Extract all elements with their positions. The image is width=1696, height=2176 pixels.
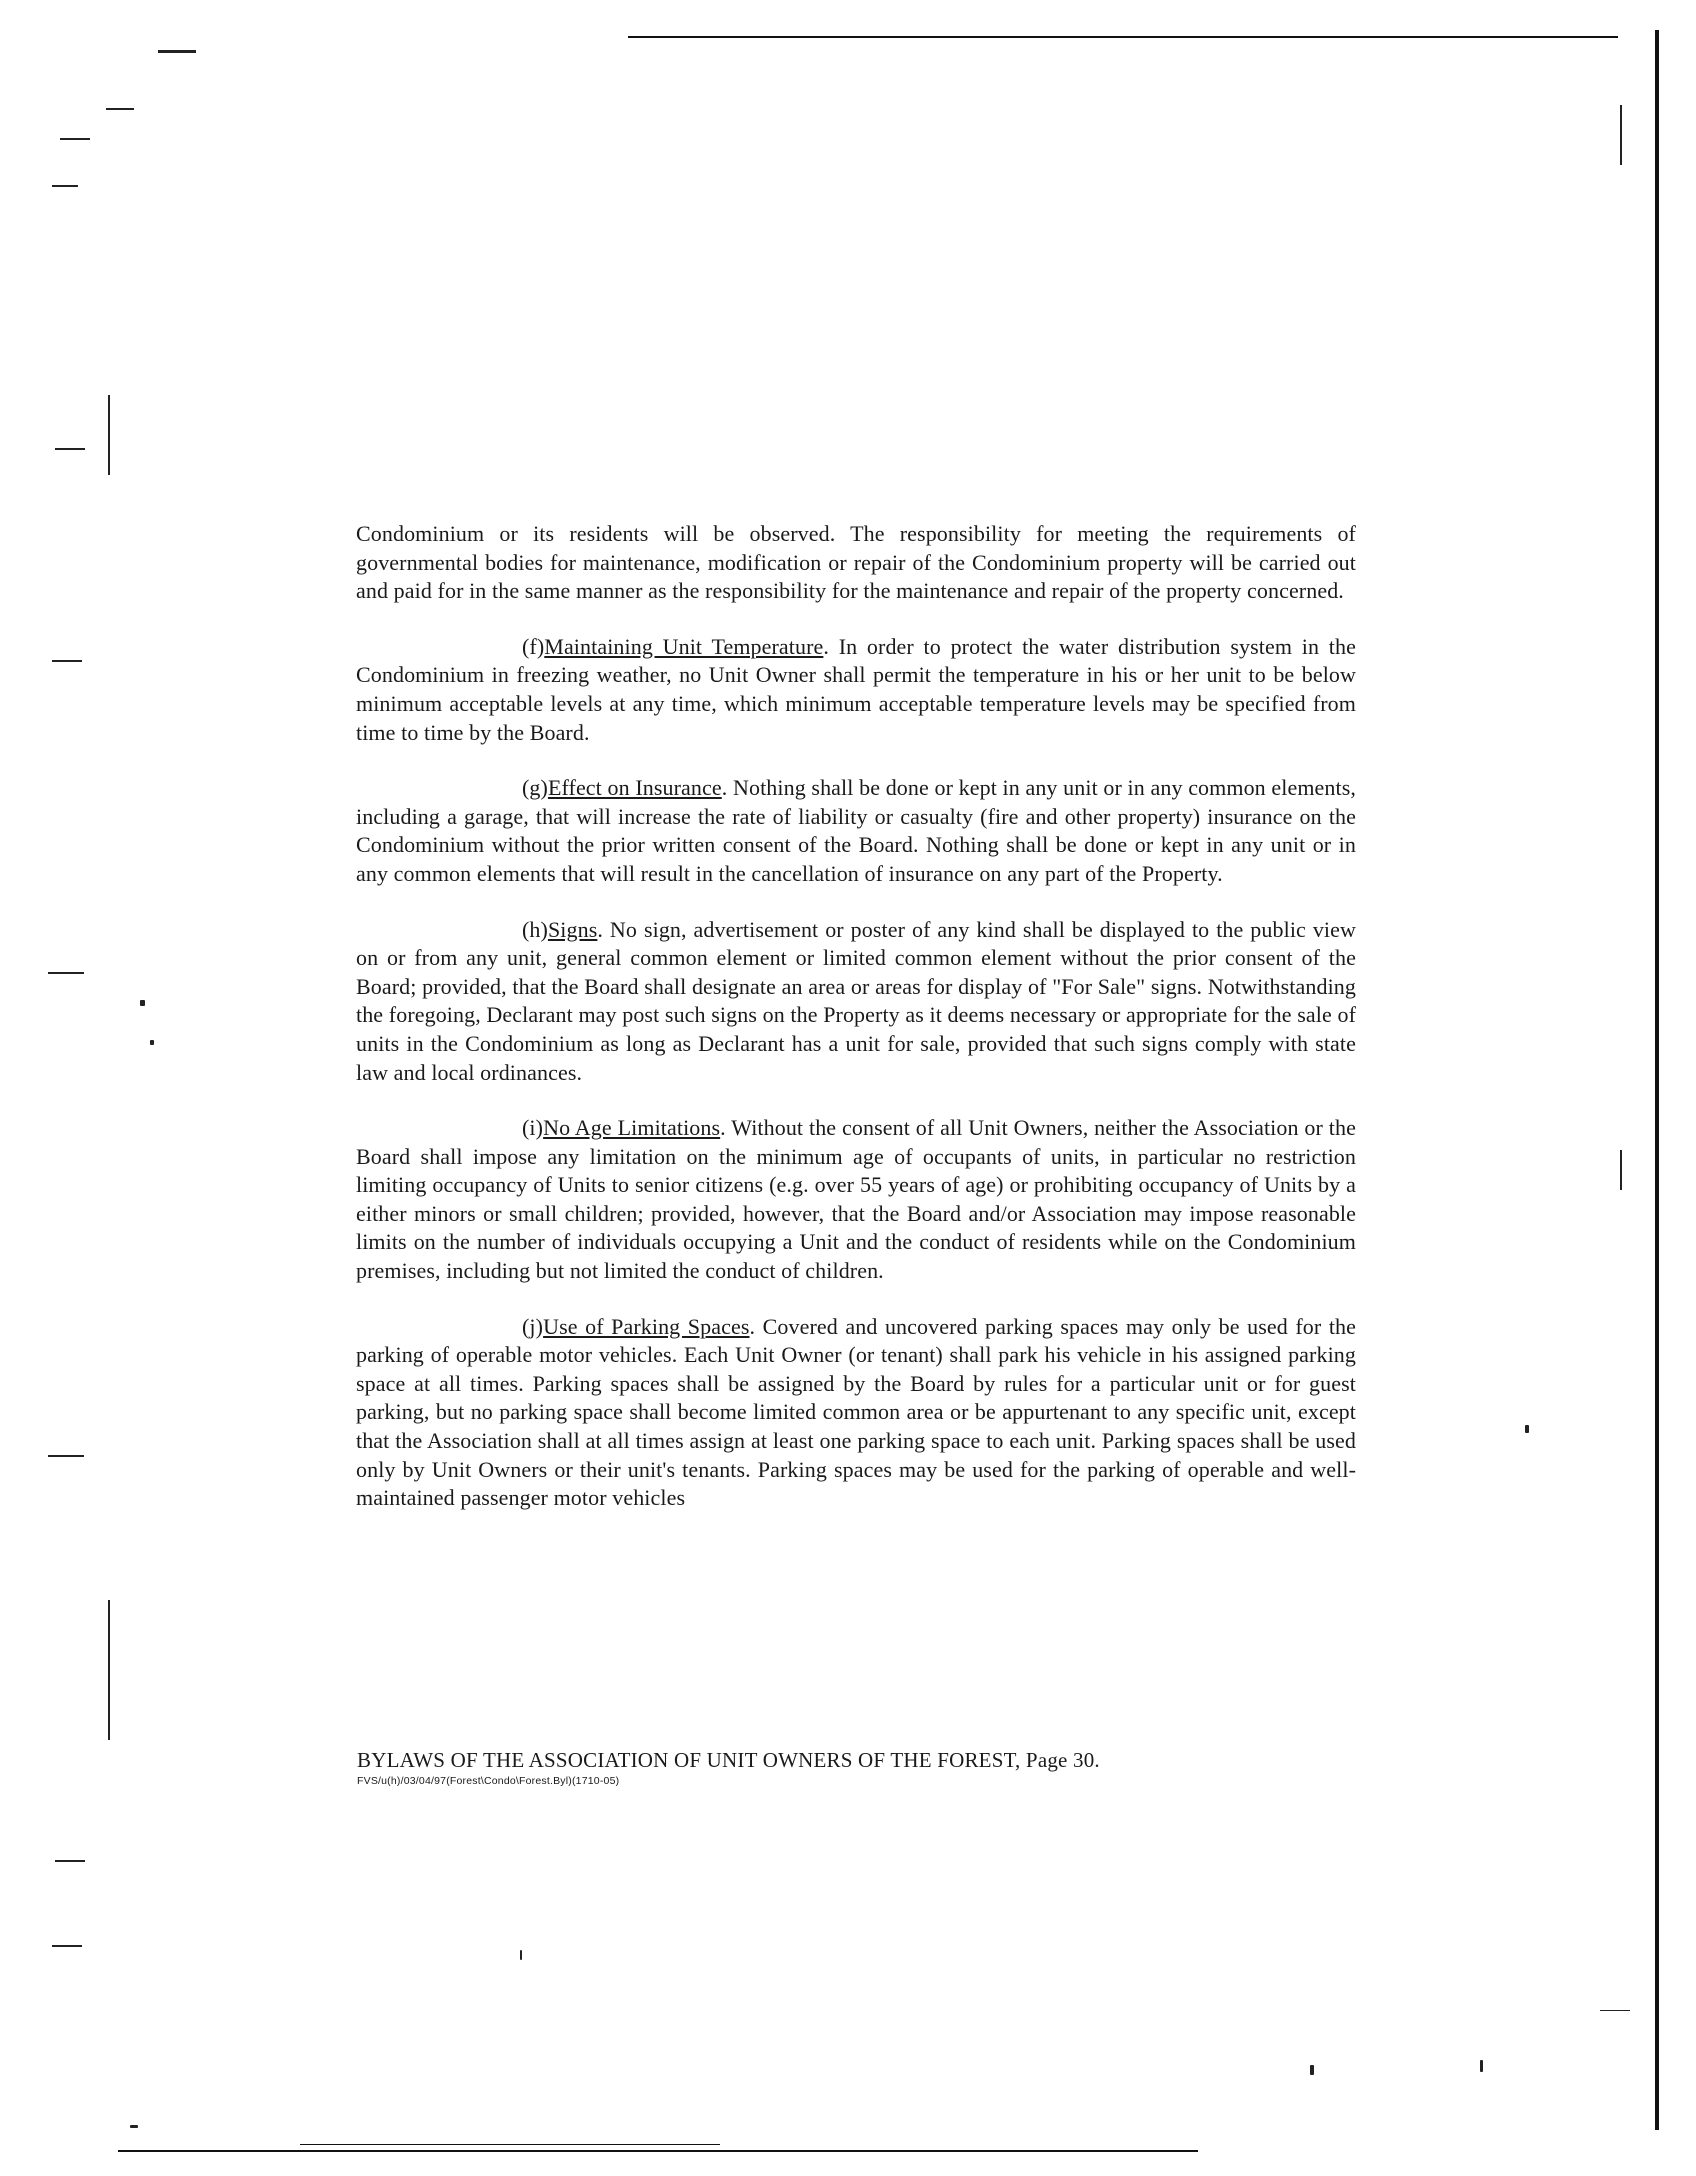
section-heading: Signs bbox=[547, 916, 598, 942]
scan-speck bbox=[520, 1950, 522, 1960]
intro-paragraph: Condominium or its residents will be observed. The responsibility for meeting the requirements of governmental bodies for maintenance, modification or repair of the Condominium property will be carried out and paid for in the same manner as the responsibility for the maintenance and repair of the property concerned. bbox=[356, 521, 1356, 604]
section-heading: Maintaining Unit Temperature bbox=[544, 633, 824, 659]
scan-right-mark bbox=[1620, 105, 1622, 165]
scan-left-mark bbox=[60, 138, 90, 140]
scan-left-mark bbox=[52, 1945, 82, 1947]
scan-left-mark bbox=[52, 185, 78, 187]
section-heading: No Age Limitations bbox=[543, 1115, 721, 1141]
scan-speck bbox=[1525, 1425, 1529, 1433]
scan-top-border bbox=[628, 36, 1618, 38]
section-text: Without the consent of all Unit Owners, neither the Association or the Board shall impose any limitation on the minimum age of occupants of units, in particular no restriction limiting occupancy of Units to senior citizens (e.g. over 55 years of age) or prohibiting occupancy of Units by a either minors or small children; provided, however, that the Board and/or Association may impose reasonable limits on the number of individuals occupying a Unit and the conduct of residents while on the Condominium premises, including but not limited the conduct of children. bbox=[356, 1115, 1356, 1284]
section-heading: Effect on Insurance bbox=[547, 775, 722, 801]
section-text: In order to protect the water distribution system in the Condominium in freezing weather, no Unit Owner shall permit the temperature in his or her unit to be below minimum acceptable levels at any time, which minimum acceptable temperature levels may be specified from time to time by the Board. bbox=[356, 633, 1356, 745]
section-g: (g)Effect on Insurance. Nothing shall be done or kept in any unit or in any common elements, including a garage, that will increase the rate of liability or casualty (fire and other property) insurance on the Condominium without the prior written consent of the Board. Nothing shall be done or kept in any unit or in any common elements that will result in the cancellation of insurance on any part of the Property. bbox=[356, 775, 1356, 886]
scan-top-dash bbox=[158, 50, 196, 53]
scan-top-dash bbox=[106, 108, 134, 110]
section-i: (i)No Age Limitations. Without the consent of all Unit Owners, neither the Association or the Board shall impose any limitation on the minimum age of occupants of units, in particular no restriction limiting occupancy of Units to senior citizens (e.g. over 55 years of age) or prohibiting occupancy of Units by a either minors or small children; provided, however, that the Board and/or Association may impose reasonable limits on the number of individuals occupying a Unit and the conduct of residents while on the Condominium premises, including but not limited the conduct of children. bbox=[356, 1115, 1356, 1284]
section-label: (f) bbox=[522, 633, 545, 659]
section-label: (h) bbox=[522, 916, 548, 942]
section-heading: Use of Parking Spaces bbox=[543, 1313, 750, 1339]
scan-left-mark bbox=[52, 660, 82, 662]
scan-bottom-border-2 bbox=[300, 2144, 720, 2145]
scan-left-mark bbox=[48, 972, 84, 974]
scan-speck bbox=[1310, 2065, 1314, 2075]
page-footer bbox=[357, 1748, 1357, 1787]
scan-right-border bbox=[1655, 30, 1659, 2130]
section-j: (j)Use of Parking Spaces. Covered and uncovered parking spaces may only be used for the parking of operable motor vehicles. Each Unit Owner (or tenant) shall park his vehicle in his assigned parking space at all times. Parking spaces shall be assigned by the Board by rules for a particular unit or for guest parking, but no parking space shall become limited common area or be appurtenant to any specific unit, except that the Association shall at all times assign at least one parking space to each unit. Parking spaces shall be used only by Unit Owners or their unit's tenants. Parking spaces may be used for the parking of operable and well-maintained passenger motor vehicles bbox=[356, 1313, 1357, 1511]
scan-left-mark bbox=[55, 448, 85, 450]
scan-speck bbox=[130, 2125, 138, 2128]
scan-left-vertical bbox=[108, 395, 110, 475]
scan-right-mark bbox=[1600, 2010, 1630, 2011]
footer-file-code: FVS/u(h)/03/04/97(Forest\Condo\Forest.Byl)(1710-05) bbox=[357, 1775, 620, 1787]
scan-right-mark bbox=[1620, 1150, 1622, 1190]
section-f: (f)Maintaining Unit Temperature. In order to protect the water distribution system in the Condominium in freezing weather, no Unit Owner shall permit the temperature in his or her unit to be below minimum acceptable levels at any time, which minimum acceptable temperature levels may be specified from time to time by the Board. bbox=[356, 633, 1356, 745]
section-text: Nothing shall be done or kept in any unit or in any common elements, including a garage, that will increase the rate of liability or casualty (fire and other property) insurance on the Condominium without the prior written consent of the Board. Nothing shall be done or kept in any unit or in any common elements that will result in the cancellation of insurance on any part of the Property. bbox=[356, 775, 1356, 886]
scan-speck bbox=[150, 1040, 154, 1045]
section-label: (g) bbox=[522, 775, 548, 801]
section-text: Covered and uncovered parking spaces may only be used for the parking of operable motor vehicles. Each Unit Owner (or tenant) shall park his vehicle in his assigned parking space at all times. Parking spaces shall be assigned by the Board by rules for a particular unit or for guest parking, but no parking space shall become limited common area or be appurtenant to any specific unit, except that the Association shall at all times assign at least one parking space to each unit. Parking spaces shall be used only by Unit Owners or their unit's tenants. Parking spaces may be used for the parking of operable and well-maintained passenger motor vehicles bbox=[356, 1313, 1357, 1511]
scan-speck bbox=[140, 1000, 145, 1006]
section-text: No sign, advertisement or poster of any kind shall be displayed to the public view on or from any unit, general common element or limited common element without the prior consent of the Board; provided, that the Board shall designate an area or areas for display of "For Sale" signs. Notwithstanding the foregoing, Declarant may post such signs on the Property as it deems necessary or appropriate for the sale of units in the Condominium as long as Declarant has a unit for sale, provided that such signs comply with state law and local ordinances. bbox=[356, 916, 1357, 1085]
section-label: (j) bbox=[522, 1313, 544, 1339]
section-h: (h)Signs. No sign, advertisement or poster of any kind shall be displayed to the public view on or from any unit, general common element or limited common element without the prior consent of the Board; provided, that the Board shall designate an area or areas for display of "For Sale" signs. Notwithstanding the foregoing, Declarant may post such signs on the Property as it deems necessary or appropriate for the sale of units in the Condominium as long as Declarant has a unit for sale, provided that such signs comply with state law and local ordinances. bbox=[356, 916, 1357, 1085]
section-label: (i) bbox=[522, 1115, 544, 1141]
scan-speck bbox=[1480, 2060, 1483, 2072]
document-body bbox=[356, 520, 1356, 1540]
scan-left-mark bbox=[48, 1455, 84, 1457]
scan-left-mark bbox=[55, 1860, 85, 1862]
scan-left-vertical bbox=[108, 1600, 110, 1740]
footer-title: BYLAWS OF THE ASSOCIATION OF UNIT OWNERS OF THE FOREST, Page 30. bbox=[357, 1748, 1100, 1772]
scan-bottom-border bbox=[118, 2150, 1198, 2152]
